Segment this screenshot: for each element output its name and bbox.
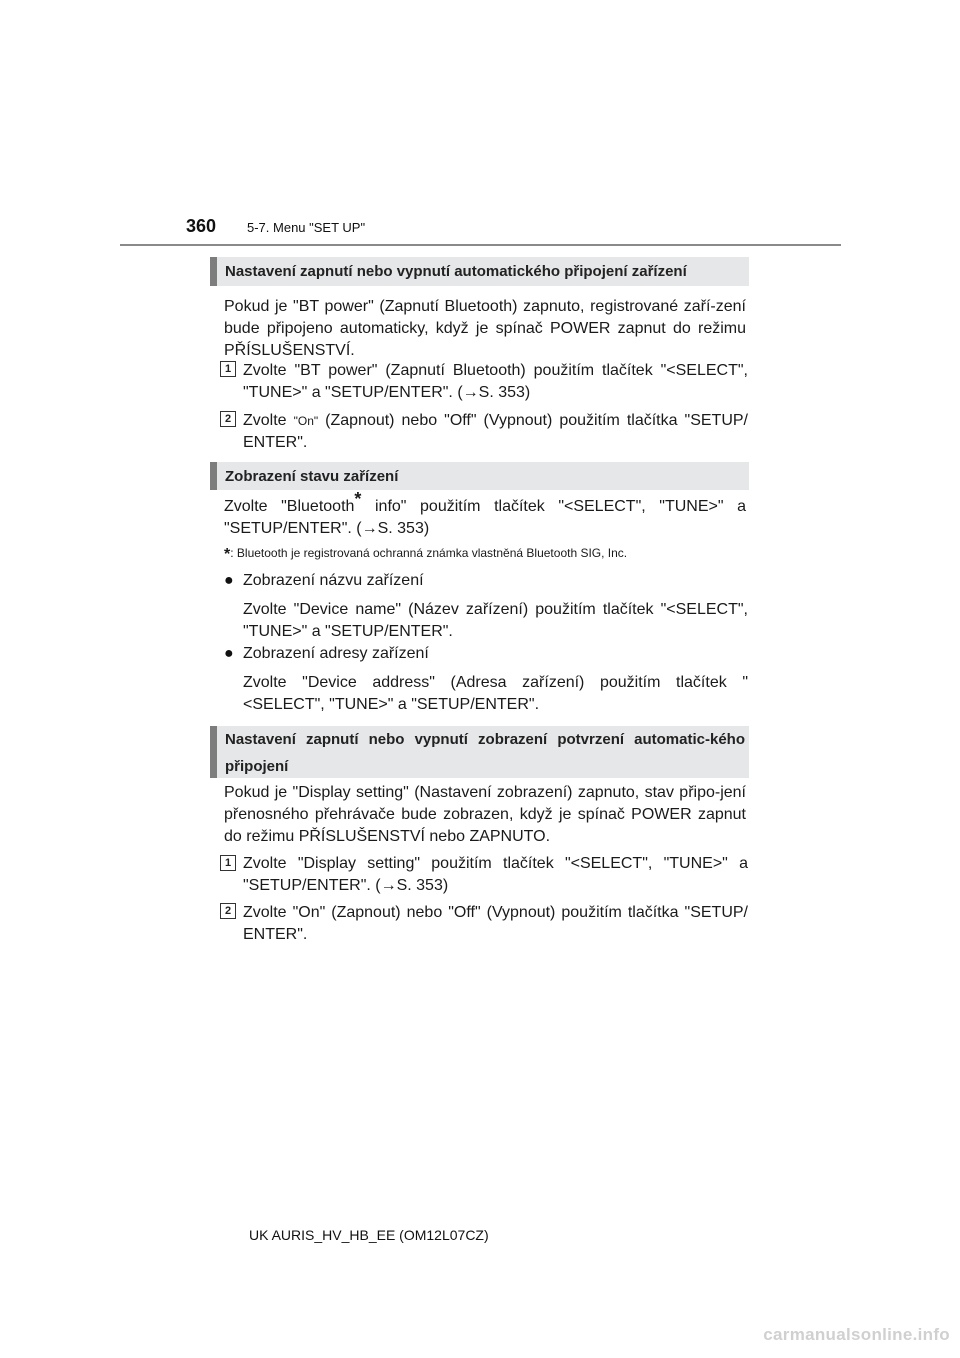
step-text-on: "On": [293, 414, 319, 428]
section-heading: [210, 257, 749, 286]
step-number-box: 1: [220, 361, 236, 377]
intro-pre: Zvolte "Bluetooth: [224, 498, 355, 515]
step-text: Zvolte "Display setting" použitím tlačítek "<SELECT", "TUNE>" a "SETUP/ENTER". (→S. 353): [243, 855, 748, 894]
bullet-icon: ●: [224, 572, 234, 589]
section-intro: Pokud je "Display setting" (Nastavení zobrazení) zapnuto, stav připo-jení přenosného přehrávače bude zobrazen, když je spínač POWER zapnut do režimu PŘÍSLUŠENSTVÍ nebo ZAPNUTO.: [224, 784, 746, 845]
bullet-text: Zvolte "Device name" (Název zařízení) použitím tlačítek "<SELECT", "TUNE>" a "SETUP/ENTER".: [243, 601, 748, 640]
step-number-box: 2: [220, 411, 236, 427]
section-heading: [210, 462, 749, 490]
step-text-post: (Zapnout) nebo "Off" (Vypnout) použitím tlačítka "SETUP/ ENTER".: [243, 412, 748, 451]
footnote-text: : Bluetooth je registrovaná ochranná známka vlastněná Bluetooth SIG, Inc.: [230, 546, 628, 560]
asterisk: *: [354, 489, 362, 509]
bullet-label: Zobrazení názvu zařízení: [243, 572, 424, 589]
footnote: [224, 546, 627, 564]
section-heading-text: Nastavení zapnutí nebo vypnutí automatického připojení zařízení: [225, 263, 687, 280]
step-text-pre: Zvolte: [243, 412, 294, 429]
running-title: 5-7. Menu "SET UP": [247, 220, 366, 235]
intro-post: info" použitím tlačítek "<SELECT", "TUNE>" a "SETUP/ENTER". (→S. 353): [224, 498, 746, 537]
footnote-asterisk: *: [224, 546, 231, 563]
step-text: [243, 410, 748, 454]
page-number: 360: [186, 216, 217, 236]
section-heading-text: Nastavení zapnutí nebo vypnutí zobrazení potvrzení automatic-kého připojení: [225, 731, 745, 775]
watermark: carmanualsonline.info: [763, 1325, 950, 1344]
section-heading-text: Zobrazení stavu zařízení: [225, 467, 399, 485]
step-number-box: 2: [220, 903, 236, 919]
header-rule: [120, 244, 841, 246]
section-intro: [224, 489, 746, 540]
bullet-text: Zvolte "Device address" (Adresa zařízení) použitím tlačítek "<SELECT", "TUNE>" a "SETUP/ENTER".: [243, 674, 748, 713]
document-code: UK AURIS_HV_HB_EE (OM12L07CZ): [249, 1227, 489, 1243]
bullet-label: Zobrazení adresy zařízení: [243, 645, 429, 662]
section-heading: [210, 726, 749, 778]
step-text: Zvolte "BT power" (Zapnutí Bluetooth) použitím tlačítek "<SELECT", "TUNE>" a "SETUP/ENTER". (→S. 353): [243, 362, 748, 401]
step-text: Zvolte "On" (Zapnout) nebo "Off" (Vypnout) použitím tlačítka "SETUP/ ENTER".: [243, 904, 748, 943]
section-intro: Pokud je "BT power" (Zapnutí Bluetooth) zapnuto, registrované zaří-zení bude připojeno automaticky, když je spínač POWER zapnut do režimu PŘÍSLUŠENSTVÍ.: [224, 298, 746, 359]
step-number-box: 1: [220, 855, 236, 871]
bullet-icon: ●: [224, 645, 234, 662]
